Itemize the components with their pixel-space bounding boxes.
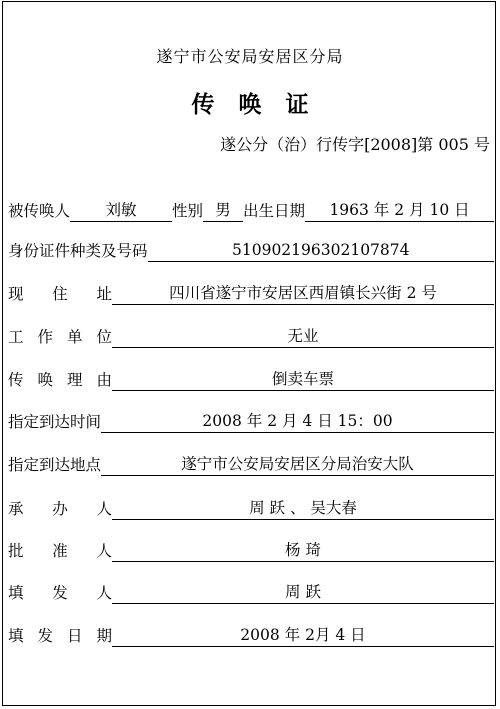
workplace-row: [8, 324, 494, 348]
summoned-person-row: [8, 198, 494, 222]
document-title: 传唤证: [191, 91, 333, 118]
arrival-time-row: [8, 409, 494, 433]
birth-date-value: 1963 年 2 月 10 日: [305, 199, 494, 222]
issue-date-value: 2008 年 2月 4 日: [112, 624, 494, 647]
reason-value: 倒卖车票: [112, 368, 494, 391]
arrival-time-value: 2008 年 2 月 4 日 15：00: [101, 410, 494, 433]
arrival-place-row: [8, 452, 494, 476]
approver-row: [8, 538, 494, 562]
id-row: [8, 238, 494, 262]
handler-row: [8, 496, 494, 520]
document-number: 遂公分（治）行传字[2008]第 005 号: [220, 135, 490, 154]
issue-date-row: [8, 623, 494, 647]
gender-value: 男: [203, 199, 243, 222]
name-label: 被传唤人: [8, 202, 71, 220]
workplace-value: 无业: [112, 325, 494, 348]
id-label: 身份证件种类及号码: [8, 242, 148, 260]
arrival-time-label: 指定到达时间: [8, 413, 102, 431]
arrival-place-value: 遂宁市公安局安居区分局治安大队: [101, 453, 494, 476]
workplace-label: 工 作 单 位: [8, 328, 112, 346]
address-label: 现 住 址: [8, 285, 112, 303]
gender-label: 性别: [172, 202, 204, 220]
issuer-row: [8, 580, 494, 604]
handler-value: 周 跃 、 吴大春: [112, 497, 494, 520]
issuer-label: 填 发 人: [8, 584, 112, 602]
arrival-place-label: 指定到达地点: [8, 456, 102, 474]
id-value: 510902196302107874: [148, 239, 494, 262]
approver-label: 批 准 人: [8, 542, 112, 560]
reason-row: [8, 367, 494, 391]
approver-value: 杨 琦: [112, 539, 494, 562]
address-row: [8, 281, 494, 305]
name-value: 刘敏: [70, 199, 172, 222]
address-value: 四川省遂宁市安居区西眉镇长兴街 2 号: [112, 282, 494, 305]
handler-label: 承 办 人: [8, 500, 112, 518]
agency-name: 遂宁市公安局安居区分局: [156, 47, 344, 66]
issue-date-label: 填 发 日 期: [8, 627, 112, 645]
reason-label: 传 唤 理 由: [8, 371, 112, 389]
birth-date-label: 出生日期: [243, 202, 306, 220]
issuer-value: 周 跃: [112, 581, 494, 604]
